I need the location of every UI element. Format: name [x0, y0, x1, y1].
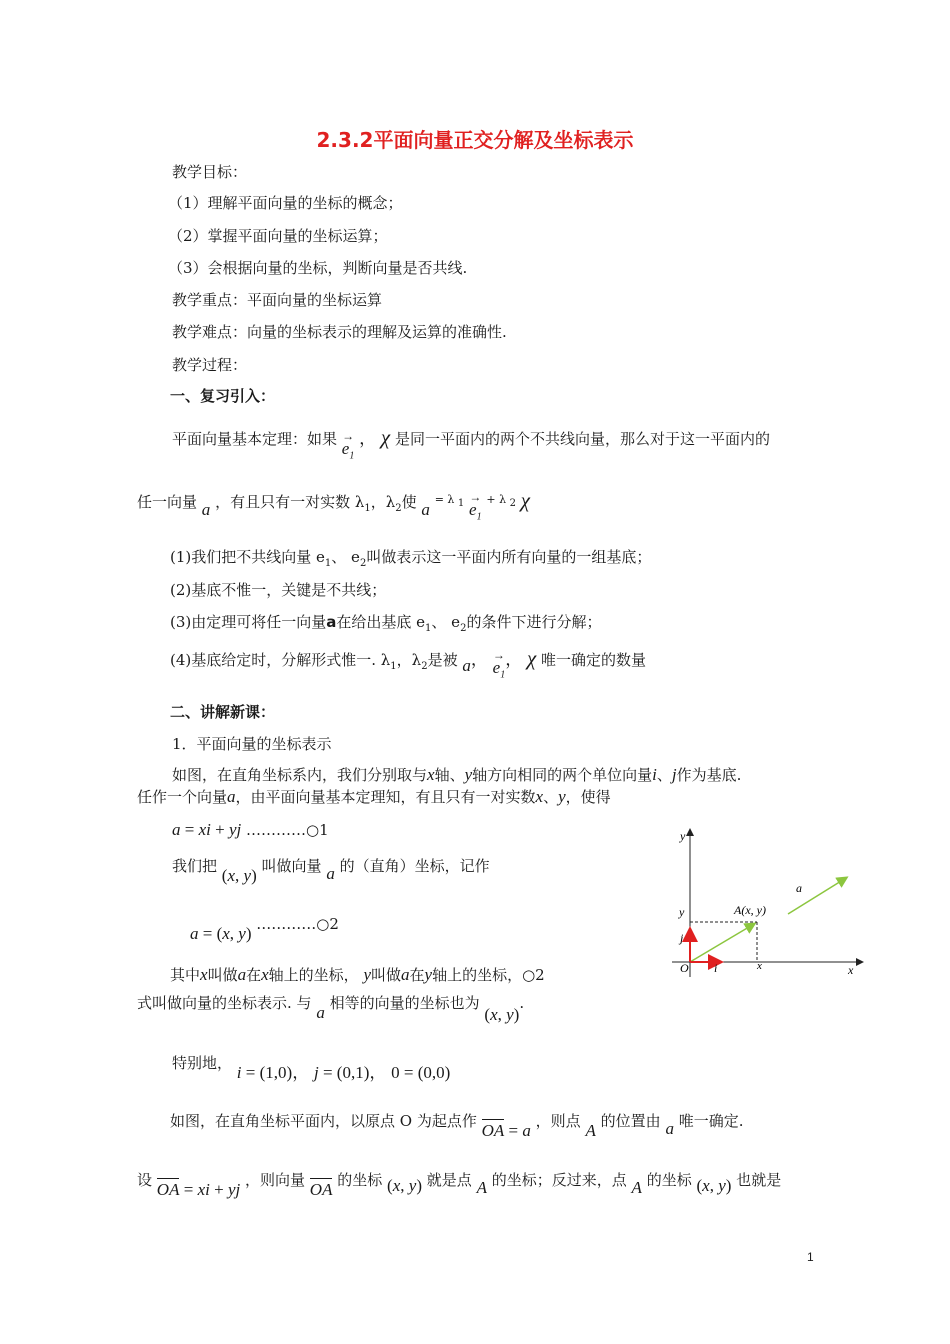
theorem2-text-d: 使: [401, 493, 417, 511]
theorem-text-b: 是同一平面内的两个不共线向量，那么对于这一平面内的: [394, 430, 770, 448]
objective-3: （3）会根据向量的坐标，判断向量是否共线.: [168, 259, 468, 277]
paragraph-6: 特别地， i = (1,0)， j = (0,1)， 0 = (0,0): [172, 1054, 451, 1082]
vector-oa: [690, 924, 754, 962]
paragraph-7: 如图，在直角坐标平面内，以原点 O 为起点作 OA = a ，则点 A 的位置由 a 唯一确定.: [170, 1112, 744, 1140]
y-axis-label: y: [680, 829, 686, 843]
difficulty: 教学难点：向量的坐标表示的理解及运算的准确性.: [172, 323, 507, 341]
objective-2: （2）掌握平面向量的坐标运算；: [168, 227, 388, 245]
unit-i-label: i: [714, 961, 718, 975]
sub1-heading: 1．平面向量的坐标表示: [172, 735, 332, 753]
point-4: (4)基底给定时，分解形式惟一. $\lambda_1$，$\lambda_2$是被 a， → $e_1$， χ 唯一确定的数量: [170, 646, 647, 681]
theorem-line-1: 平面向量基本定理：如果 → $e_1$ ， χ 是同一平面内的两个不共线向量，那么对于这一平面内的: [172, 427, 770, 456]
paragraph-3: 我们把 (x, y) 叫做向量 a 的（直角）坐标，记作: [172, 857, 490, 885]
equation-2: a = (x, y) …………○2: [190, 915, 339, 943]
key-point: 教学重点：平面向量的坐标运算: [172, 291, 383, 309]
point-a-label: A(x, y): [734, 903, 766, 917]
objective-1: （1）理解平面向量的坐标的概念；: [168, 194, 403, 212]
objectives-heading: 教学目标：: [172, 163, 248, 181]
paragraph-2: 任作一个向量a，由平面向量基本定理知，有且只有一对实数x、y，使得: [137, 787, 611, 806]
theorem2-text-c: ，λ: [370, 493, 396, 511]
coordinate-figure: [662, 822, 872, 982]
paragraph-1: 如图，在直角坐标系内，我们分别取与x轴、y轴方向相同的两个单位向量i、j作为基底.: [172, 765, 742, 784]
section1-heading: 一、复习引入：: [170, 387, 276, 405]
y-tick-label: y: [679, 905, 685, 919]
theorem-text-a: 平面向量基本定理：如果: [172, 430, 338, 448]
paragraph-4: 其中x叫做a在x轴上的坐标， y叫做a在y轴上的坐标，○2: [170, 965, 545, 984]
vector-a-label: a: [796, 881, 802, 895]
origin-label: O: [680, 961, 689, 975]
x-axis-label: x: [848, 963, 854, 977]
process-label: 教学过程：: [172, 356, 248, 374]
point-3: (3)由定理可将任一向量a在给出基底 $e_1$、 $e_2$的条件下进行分解；: [170, 613, 602, 634]
chi-symbol: χ: [380, 425, 391, 449]
x-tick-label: x: [757, 960, 762, 972]
theorem2-text-a: 任一向量: [137, 493, 198, 511]
unit-j-label: j: [680, 931, 684, 945]
page-title: 2.3.2平面向量正交分解及坐标表示: [316, 128, 634, 152]
point-1: (1)我们把不共线向量 $e_1$、 $e_2$叫做表示这一平面内所有向量的一组基底；: [170, 548, 652, 569]
page-number: 1: [807, 1250, 814, 1264]
theorem2-text-b: ，有且只有一对实数 λ: [215, 493, 365, 511]
theorem-line-2: 任一向量 a ，有且只有一对实数 $\lambda_1$，$\lambda_2$使 a $^{= \lambda 1}$ → $e_1$ $^{+ \lambda 2}$ χ: [137, 488, 530, 523]
paragraph-5: 式叫做向量的坐标表示. 与 a 相等的向量的坐标也为 (x, y).: [137, 994, 525, 1024]
section2-heading: 二、讲解新课：: [170, 703, 276, 721]
paragraph-8: 设 OA = xi + yj ，则向量 OA 的坐标 (x, y) 就是点 A 的坐标；反过来，点 A 的坐标 (x, y) 也就是: [137, 1171, 782, 1199]
equation-1: a = xi + yj …………○1: [172, 820, 329, 839]
vector-e1: → $e_1$: [341, 429, 355, 462]
point-2: (2)基底不惟一，关键是不共线；: [170, 581, 387, 599]
